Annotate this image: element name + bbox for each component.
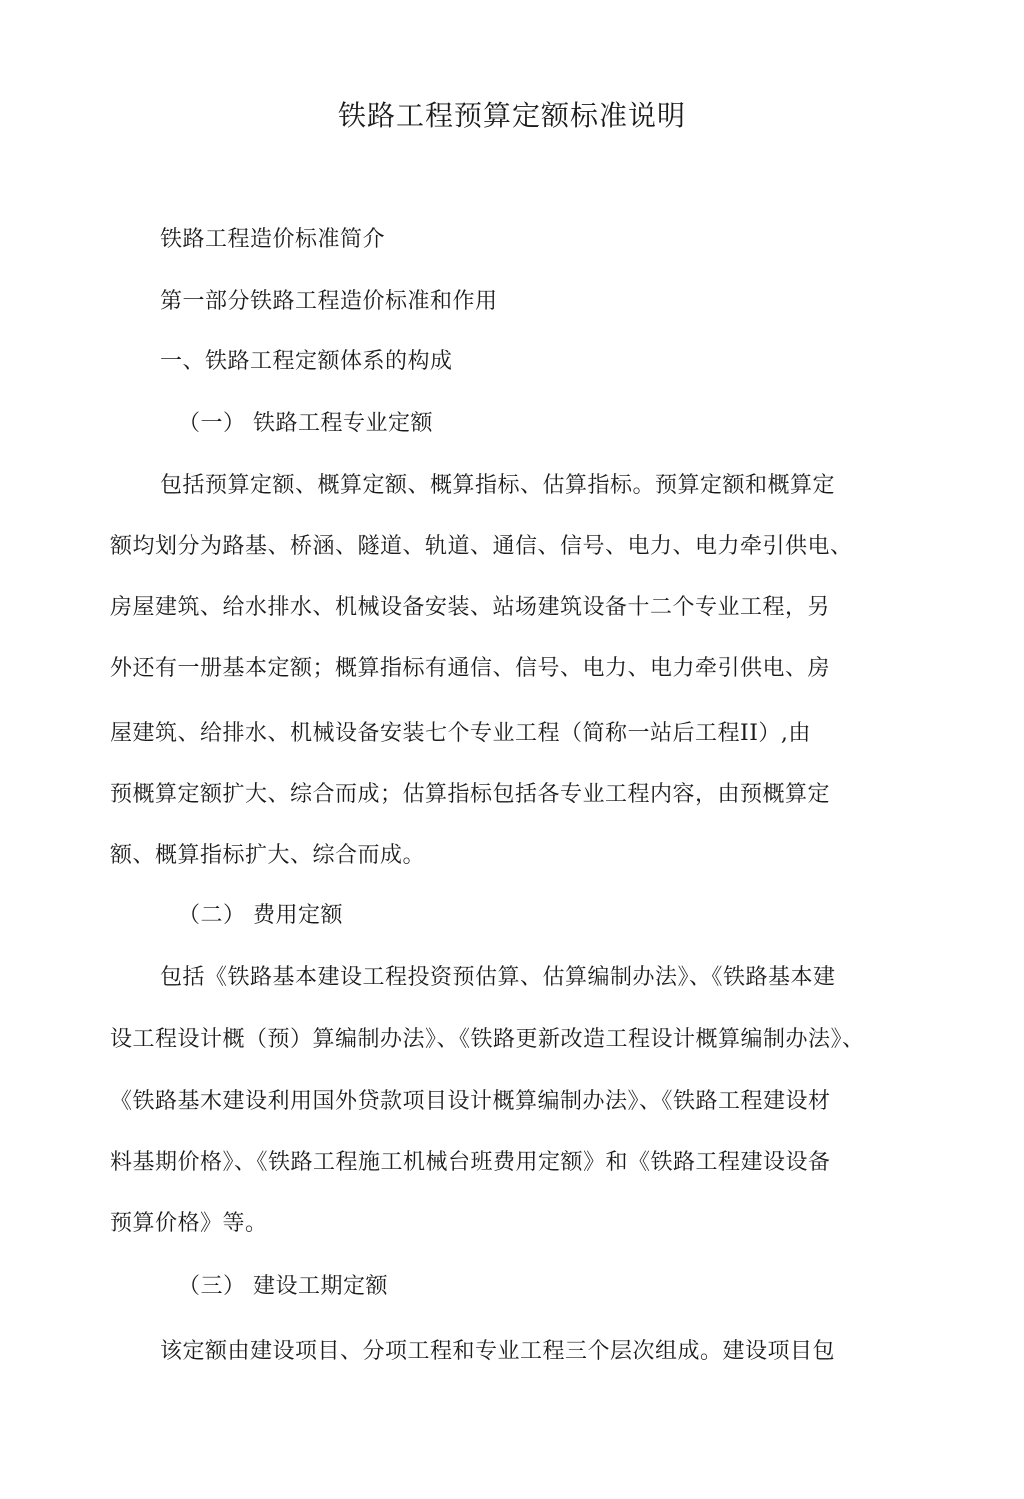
paragraph-line: 屋建筑、给排水、机械设备安装七个专业工程（简称一站后工程II）,由 bbox=[110, 721, 811, 746]
paragraph-line: 包括预算定额、概算定额、概算指标、估算指标。预算定额和概算定 bbox=[160, 473, 836, 498]
subsection-heading-fee-quota: （二） 费用定额 bbox=[178, 903, 343, 928]
section-heading-quota-system: 一、铁路工程定额体系的构成 bbox=[160, 349, 453, 374]
subsection-heading-construction-period: （三） 建设工期定额 bbox=[178, 1274, 388, 1299]
paragraph-line: 包括《铁路基本建设工程投资预估算、估算编制办法》、《铁路基本建 bbox=[160, 965, 836, 990]
paragraph-line: 房屋建筑、给水排水、机械设备安装、站场建筑设备十二个专业工程，另 bbox=[110, 595, 831, 620]
section-heading-intro: 铁路工程造价标准简介 bbox=[160, 227, 386, 252]
subsection-heading-professional-quota: （一） 铁路工程专业定额 bbox=[178, 411, 433, 436]
paragraph-line: 额均划分为路基、桥涵、隧道、轨道、通信、信号、电力、电力牵引供电、 bbox=[110, 534, 853, 559]
section-heading-part-one: 第一部分铁路工程造价标准和作用 bbox=[160, 289, 498, 314]
paragraph-line: 额、概算指标扩大、综合而成。 bbox=[110, 843, 426, 868]
paragraph-line: 外还有一册基本定额；概算指标有通信、信号、电力、电力牵引供电、房 bbox=[110, 656, 831, 681]
paragraph-line: 《铁路基木建设利用国外贷款项目设计概算编制办法》、《铁路工程建设材 bbox=[110, 1089, 831, 1114]
paragraph-line: 料基期价格》、《铁路工程施工机械台班费用定额》和《铁路工程建设设备 bbox=[110, 1150, 831, 1175]
paragraph-line: 预算价格》等。 bbox=[110, 1211, 268, 1236]
paragraph-line: 设工程设计概（预）算编制办法》、《铁路更新改造工程设计概算编制办法》、 bbox=[110, 1027, 865, 1052]
document-title: 铁路工程预算定额标准说明 bbox=[337, 99, 686, 132]
paragraph-line: 预概算定额扩大、综合而成；估算指标包括各专业工程内容，由预概算定 bbox=[110, 782, 831, 807]
paragraph-line: 该定额由建设项目、分项工程和专业工程三个层次组成。建设项目包 bbox=[160, 1339, 836, 1364]
